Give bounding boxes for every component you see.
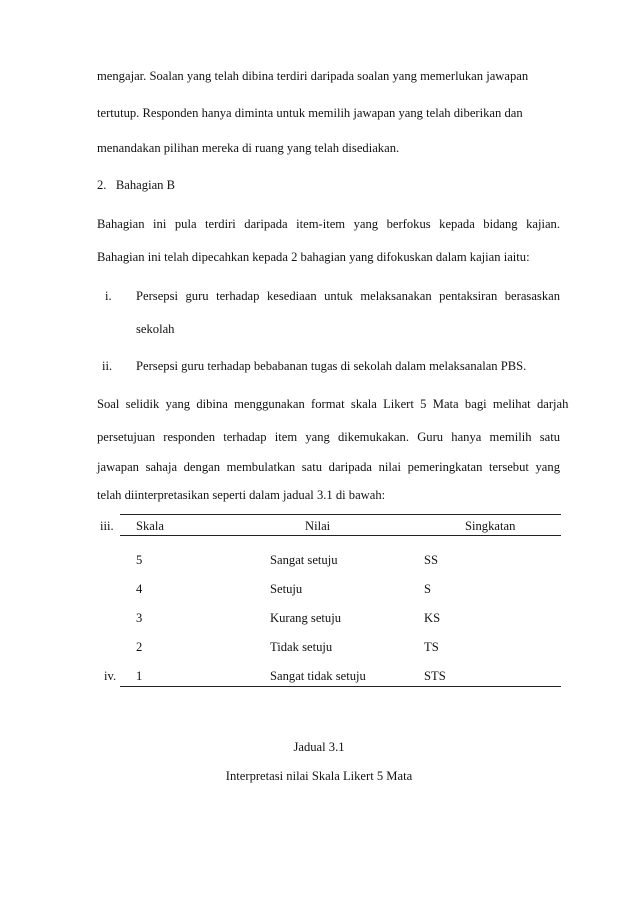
list-item-line: Persepsi guru terhadap bebabanan tugas di sekolah dalam melaksanalan PBS. [136,359,527,373]
table-cell-skala: 5 [136,553,143,567]
table-cell-skala: 2 [136,640,143,654]
table-cell-singkatan: KS [424,611,441,625]
table-header-nilai: Nilai [305,519,331,533]
list-item-line: sekolah [136,322,175,336]
intro-line: tertutup. Responden hanya diminta untuk memilih jawapan yang telah diberikan dan [97,106,523,120]
paragraph-line: telah diinterpretasikan seperti dalam jadual 3.1 di bawah: [97,488,386,502]
table-marker: iii. [100,519,114,533]
table-header-singkatan: Singkatan [465,519,516,533]
list-marker: ii. [102,359,113,373]
list-item-line: Persepsi guru terhadap kesediaan untuk melaksanakan pentaksiran berasaskan [136,289,560,303]
table-bottom-rule [120,686,561,687]
paragraph-line: Bahagian ini pula terdiri daripada item-item yang berfokus kepada bidang kajian. [97,217,560,231]
table-cell-singkatan: SS [424,553,439,567]
intro-line: menandakan pilihan mereka di ruang yang telah disediakan. [97,141,400,155]
table-top-rule [120,514,561,515]
table-cell-skala: 1 [136,669,143,683]
table-cell-nilai: Setuju [270,582,303,596]
table-caption-number: Jadual 3.1 [293,740,345,754]
table-cell-singkatan: S [424,582,432,596]
paragraph-line: jawapan sahaja dengan membulatkan satu daripada nilai pemeringkatan tersebut yang [97,460,560,474]
table-cell-nilai: Kurang setuju [270,611,341,625]
table-cell-nilai: Sangat tidak setuju [270,669,366,683]
table-caption-title: Interpretasi nilai Skala Likert 5 Mata [225,769,413,783]
table-cell-nilai: Tidak setuju [270,640,333,654]
section-heading: 2. Bahagian B [97,178,175,192]
list-marker: i. [105,289,112,303]
table-cell-nilai: Sangat setuju [270,553,338,567]
intro-line: mengajar. Soalan yang telah dibina terdiri daripada soalan yang memerlukan jawapan [97,69,529,83]
table-marker: iv. [104,669,117,683]
table-cell-skala: 4 [136,582,143,596]
table-cell-skala: 3 [136,611,143,625]
table-cell-singkatan: TS [424,640,439,654]
paragraph-line: Soal selidik yang dibina menggunakan format skala Likert 5 Mata bagi melihat darjah [97,397,569,411]
table-cell-singkatan: STS [424,669,446,683]
table-header-skala: Skala [136,519,164,533]
paragraph-line: persetujuan responden terhadap item yang dikemukakan. Guru hanya memilih satu [97,430,560,444]
table-header-rule [120,535,561,536]
paragraph-line: Bahagian ini telah dipecahkan kepada 2 bahagian yang difokuskan dalam kajian iaitu: [97,250,530,264]
